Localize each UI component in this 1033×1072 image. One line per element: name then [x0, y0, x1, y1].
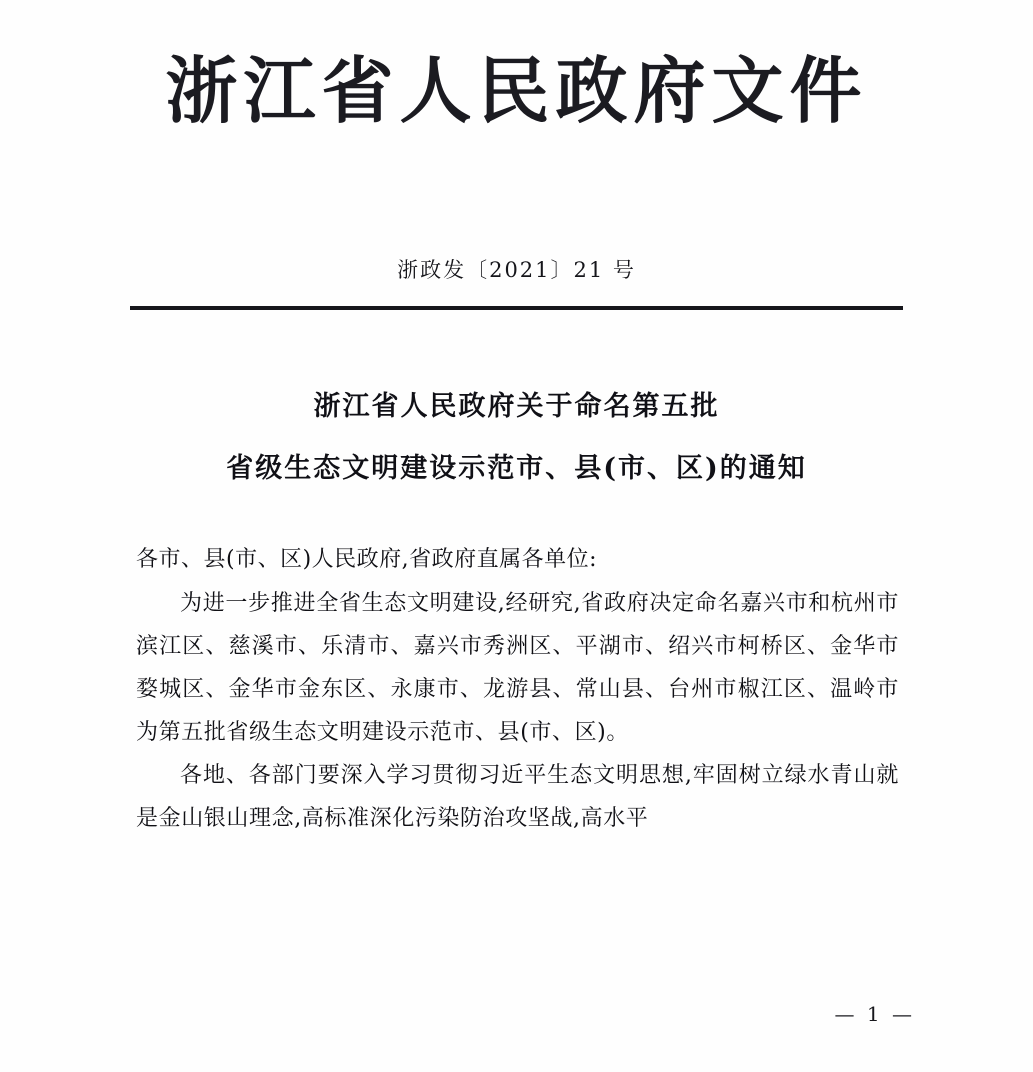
body-paragraph-1: 为进一步推进全省生态文明建设,经研究,省政府决定命名嘉兴市和杭州市滨江区、慈溪市、乐清市、嘉兴市秀洲区、平湖市、绍兴市柯桥区、金华市婺城区、金华市金东区、永康市、龙游县、常山县、台州市椒江区、温岭市为第五批省级生态文明建设示范市、县(市、区)。	[136, 591, 899, 746]
header-rule-container	[0, 306, 1033, 310]
header-rule	[130, 306, 903, 310]
document-number-row	[0, 254, 1033, 284]
masthead	[0, 0, 1033, 134]
document-title-line-2: 省级生态文明建设示范市、县(市、区)的通知	[226, 453, 807, 485]
masthead-title: 浙江省人民政府文件	[165, 48, 868, 133]
document-title-line-1: 浙江省人民政府关于命名第五批	[313, 391, 720, 423]
salutation: 各市、县(市、区)人民政府,省政府直属各单位:	[136, 546, 598, 572]
page-number: — 1 —	[834, 1002, 915, 1026]
document-body	[0, 539, 1033, 841]
body-paragraph-2: 各地、各部门要深入学习贯彻习近平生态文明思想,牢固树立绿水青山就是金山银山理念,高标准深化污染防治攻坚战,高水平	[136, 763, 899, 831]
document-title	[0, 376, 1033, 500]
document-number: 浙政发〔2021〕21 号	[397, 258, 636, 283]
